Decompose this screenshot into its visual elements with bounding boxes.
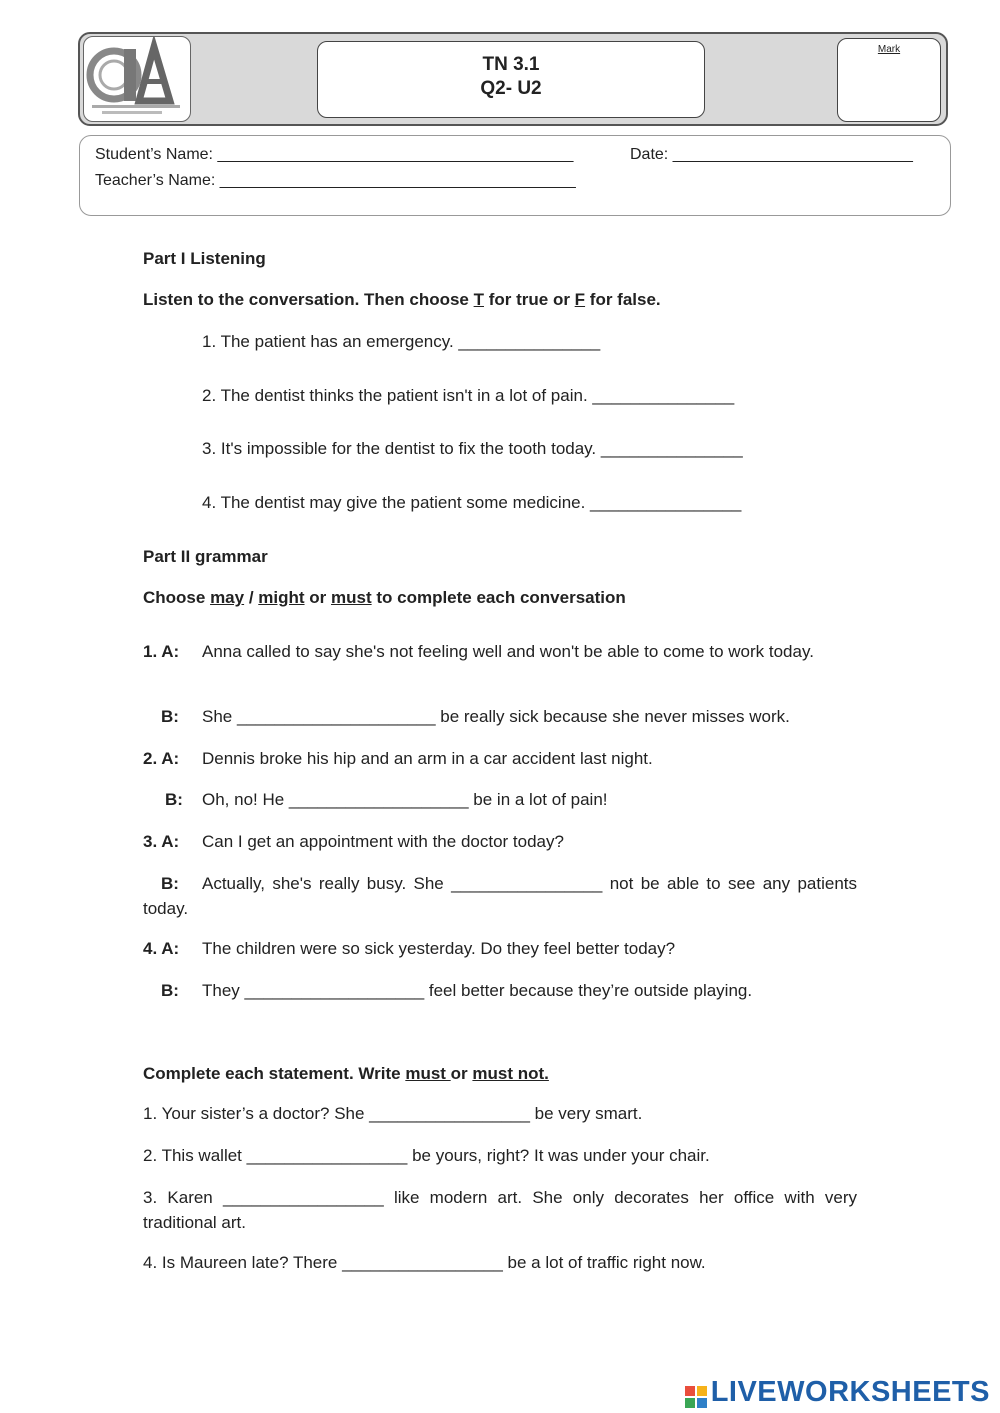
worksheet-code: TN 3.1 xyxy=(482,54,540,75)
part2-heading: Part II grammar xyxy=(143,547,268,566)
part1-instruction: Listen to the conversation. Then choose T for true or F for false. xyxy=(143,290,661,309)
mark-label: Mark xyxy=(877,44,901,55)
liveworksheets-blocks-icon xyxy=(685,1386,707,1408)
listening-item[interactable]: 3. It's impossible for the dentist to fix the tooth today. _______________ xyxy=(202,439,743,458)
conversation-b-line[interactable]: B: Actually, she's really busy. She ________________ not be able to see any patients today. xyxy=(143,874,857,918)
date-field[interactable]: Date: ___________________________ xyxy=(630,146,913,163)
part3-instruction: Complete each statement. Write must or must not. xyxy=(143,1064,549,1083)
conversation-b-line[interactable]: B: She _____________________ be really sick because she never misses work. xyxy=(161,707,790,726)
liveworksheets-logo[interactable] xyxy=(685,1375,990,1409)
statement-item[interactable]: 2. This wallet _________________ be yours, right? It was under your chair. xyxy=(143,1146,710,1165)
teacher-name-field[interactable]: Teacher’s Name: ________________________________________ xyxy=(95,172,576,189)
conversation-a-line: 3. A: Can I get an appointment with the doctor today? xyxy=(143,832,564,851)
conversation-b-line[interactable]: B: Oh, no! He ___________________ be in a lot of pain! xyxy=(165,790,608,809)
listening-item[interactable]: 1. The patient has an emergency. _______________ xyxy=(202,332,601,351)
listening-item[interactable]: 4. The dentist may give the patient some medicine. ________________ xyxy=(202,493,742,512)
statement-item[interactable]: 4. Is Maureen late? There _________________ be a lot of traffic right now. xyxy=(143,1253,706,1272)
part1-heading: Part I Listening xyxy=(143,249,266,268)
conversation-a-line: 4. A: The children were so sick yesterday. Do they feel better today? xyxy=(143,939,676,958)
mark-box[interactable] xyxy=(837,38,941,122)
statement-item[interactable]: 3. Karen _________________ like modern art. She only decorates her office with very traditional art. xyxy=(143,1188,857,1232)
liveworksheets-brand: LIVEWORKSHEETS xyxy=(710,1376,990,1408)
school-logo xyxy=(83,36,191,122)
conversation-b-line[interactable]: B: They ___________________ feel better because they’re outside playing. xyxy=(161,981,753,1000)
worksheet-title-box xyxy=(317,41,705,118)
listening-item[interactable]: 2. The dentist thinks the patient isn't in a lot of pain. _______________ xyxy=(202,386,735,405)
cba-logo-icon xyxy=(84,37,189,121)
student-name-field[interactable]: Student’s Name: ________________________________________ xyxy=(95,146,574,163)
part2-instruction: Choose may / might or must to complete each conversation xyxy=(143,588,626,607)
statement-item[interactable]: 1. Your sister’s a doctor? She _________________ be very smart. xyxy=(143,1104,643,1123)
conversation-a-line: 2. A: Dennis broke his hip and an arm in a car accident last night. xyxy=(143,749,653,768)
conversation-a-line: 1. A: Anna called to say she's not feeling well and won't be able to come to work today. xyxy=(143,642,814,661)
worksheet-unit: Q2- U2 xyxy=(480,78,542,99)
